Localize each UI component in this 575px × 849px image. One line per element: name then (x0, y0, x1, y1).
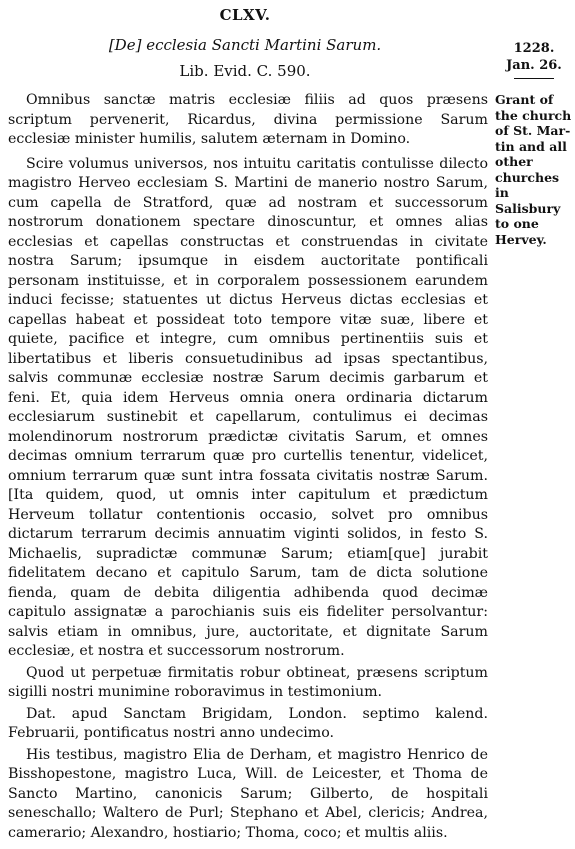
date-year: 1228. (513, 41, 555, 56)
charter-heading: [De] ecclesia Sancti Martini Sarum. (108, 36, 382, 54)
paragraph-grant: Scire volumus universos, nos intuitu caritatis contulisse dilecto magistro Herveo ecclesiam S. Martini de manerio nostro Sarum, cum capella de Stratford, quæ ad nostram et successorum nostrorum donationem spectare dinoscuntur, et omnes alias ecclesias et capellas constructas et construendas in civitate nostra Sarum; ipsumque in eisdem auctoritate pontificali personam instituisse, et in corporalem possessionem earundem induci fecisse; statuentes ut dictus Herveus dictas ecclesias et capellas habeat et possideat toto tempore vitæ suæ, libere et quiete, pacifice et integre, cum omnibus pertinentiis suis et libertatibus et liberis consuetudinibus ad ipsas spectantibus, salvis communæ ecclesiæ nostræ Sarum decimis garbarum et feni. Et, quia idem Herveus omnia onera ordinaria dictarum ecclesiarum sustinebit et capellarum, contulimus ei decimas molendinorum nostrorum prædictæ civitatis Sarum, et omnes decimas omnium terrarum quæ pro curtellis tenentur, videlicet, omnium terrarum quæ sunt intra fossata civitatis nostræ Sarum. [Ita quidem, quod, ut omnis inter capitulum et prædictum Herveum tollatur contentionis occasio, solvet pro omnibus dictarum terrarum decimis annuatim viginti solidos, in festo S. Michaelis, supradictæ communæ Sarum; etiam[que] jurabit fidelitatem decano et capitulo Sarum, tam de dicta solutione fienda, quam de debita diligentia adhibenda quod decimæ capitulo assignatæ a parochianis suis eis fideliter persolvantur: salvis etiam in omnibus, jure, auctoritate, et dignitate Sarum ecclesiæ, et nostra et successorum nostrorum. (8, 155, 488, 659)
charter-body (8, 91, 488, 845)
date-divider (514, 78, 554, 79)
charter-number: CLXV. (219, 6, 271, 24)
date-block (496, 40, 572, 79)
paragraph-salutation: Omnibus sanctæ matris ecclesiæ filiis ad quos præsens scriptum pervenerit, Ricardus, divina permissione Sarum ecclesiæ minister humilis, salutem æternam in Domino. (8, 92, 488, 147)
paragraph-witnesses: His testibus, magistro Elia de Derham, et magistro Henrico de Bisshopestone, magistro Luca, Will. de Leicester, et Thoma de Sancto Martino, canonicis Sarum; Gilberto, de hospitali seneschallo; Waltero de Purl; Stephano et Abel, clericis; Andrea, camerario; Alexandro, hostiario; Thoma, coco; et multis aliis. (8, 746, 488, 841)
date-day: Jan. 26. (506, 58, 562, 73)
paragraph-dating: Dat. apud Sanctam Brigidam, London. septimo kalend. Februarii, pontificatus nostri anno undecimo. (8, 705, 488, 741)
source-reference: Lib. Evid. C. 590. (179, 62, 311, 80)
margin-summary: Grant of the church of St. Mar- tin and all other churches in Salisbury to one Hervey. (495, 92, 572, 247)
paragraph-sealing: Quod ut perpetuæ firmitatis robur obtineat, præsens scriptum sigilli nostri munimine roboravimus in testimonium. (8, 664, 488, 700)
